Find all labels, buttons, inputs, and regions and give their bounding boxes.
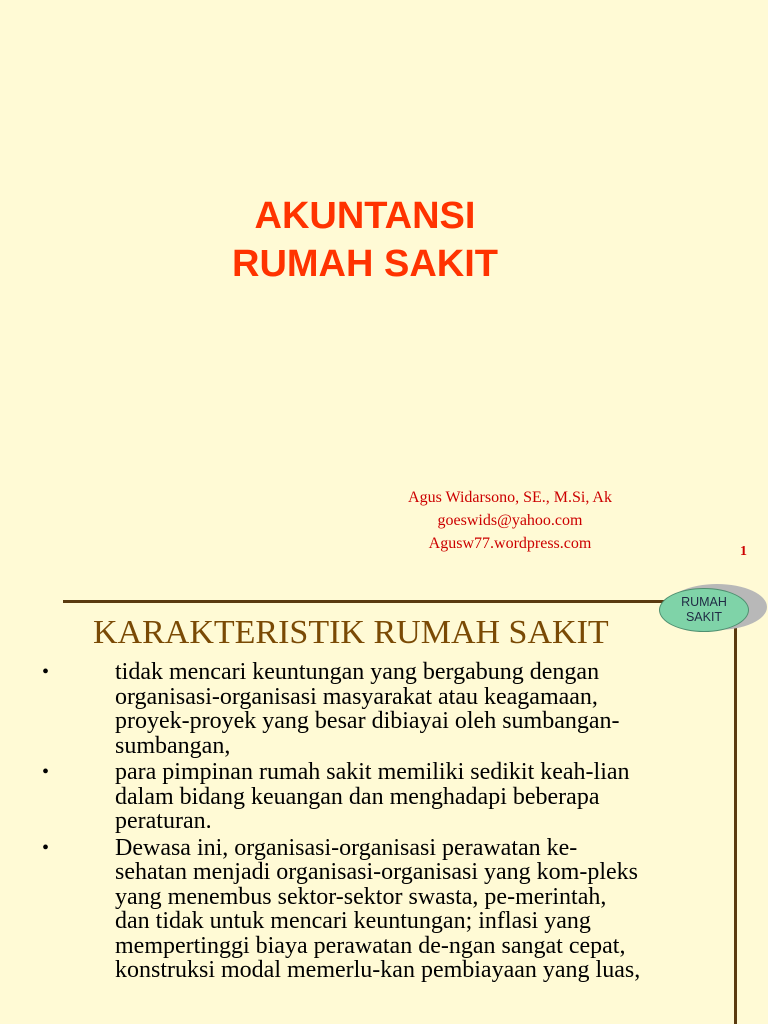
bullet-dot-icon: •	[42, 836, 50, 859]
bullet-line: sumbangan,	[115, 732, 231, 759]
bullet-list	[0, 660, 768, 985]
badge-line-2: SAKIT	[685, 610, 723, 624]
bullet-line: sehatan menjadi organisasi-organisasi yang kom-pleks	[115, 859, 638, 885]
rumah-sakit-badge	[659, 588, 749, 632]
bullet-line: proyek-proyek yang besar dibiayai oleh sumbangan-	[115, 708, 620, 734]
page-number: 1	[740, 544, 747, 559]
author-name: Agus Widarsono, SE., M.Si, Ak	[408, 489, 612, 506]
bullet-dot-icon: •	[42, 761, 50, 783]
bullet-dot-icon: •	[42, 661, 50, 683]
bullet-line: dan tidak untuk mencari keuntungan; inflasi yang	[115, 908, 591, 934]
slide-title	[0, 192, 730, 288]
title-line-2: RUMAH SAKIT	[232, 243, 498, 285]
bullet-line: mempertinggi biaya perawatan de-ngan sangat cepat,	[115, 932, 626, 959]
author-email: goeswids@yahoo.com	[437, 512, 583, 529]
author-block	[360, 486, 660, 555]
bullet-line: Dewasa ini, organisasi-organisasi perawatan ke-	[115, 834, 578, 861]
bullet-line: para pimpinan rumah sakit memiliki sedikit keah-lian	[115, 759, 630, 785]
bullet-line: konstruksi modal memerlu-kan pembiayaan yang luas,	[115, 957, 641, 983]
bullet-item	[0, 760, 715, 834]
author-website: Agusw77.wordpress.com	[428, 535, 592, 552]
bullet-line: peraturan.	[115, 808, 212, 834]
bullet-line: yang menembus sektor-sektor swasta, pe-merintah,	[115, 883, 607, 910]
bullet-item	[0, 660, 715, 758]
bullet-line: organisasi-organisasi masyarakat atau keagamaan,	[115, 683, 598, 710]
bullet-line: tidak mencari keuntungan yang bergabung dengan	[115, 659, 600, 685]
title-line-1: AKUNTANSI	[254, 195, 476, 237]
bullet-line: dalam bidang keuangan dan menghadapi beberapa	[115, 783, 600, 810]
slide-2	[0, 575, 768, 1024]
bullet-item	[0, 836, 715, 983]
top-divider	[63, 600, 739, 603]
badge-line-1: RUMAH	[681, 595, 727, 609]
section-heading: KARAKTERISTIK RUMAH SAKIT	[93, 614, 609, 651]
